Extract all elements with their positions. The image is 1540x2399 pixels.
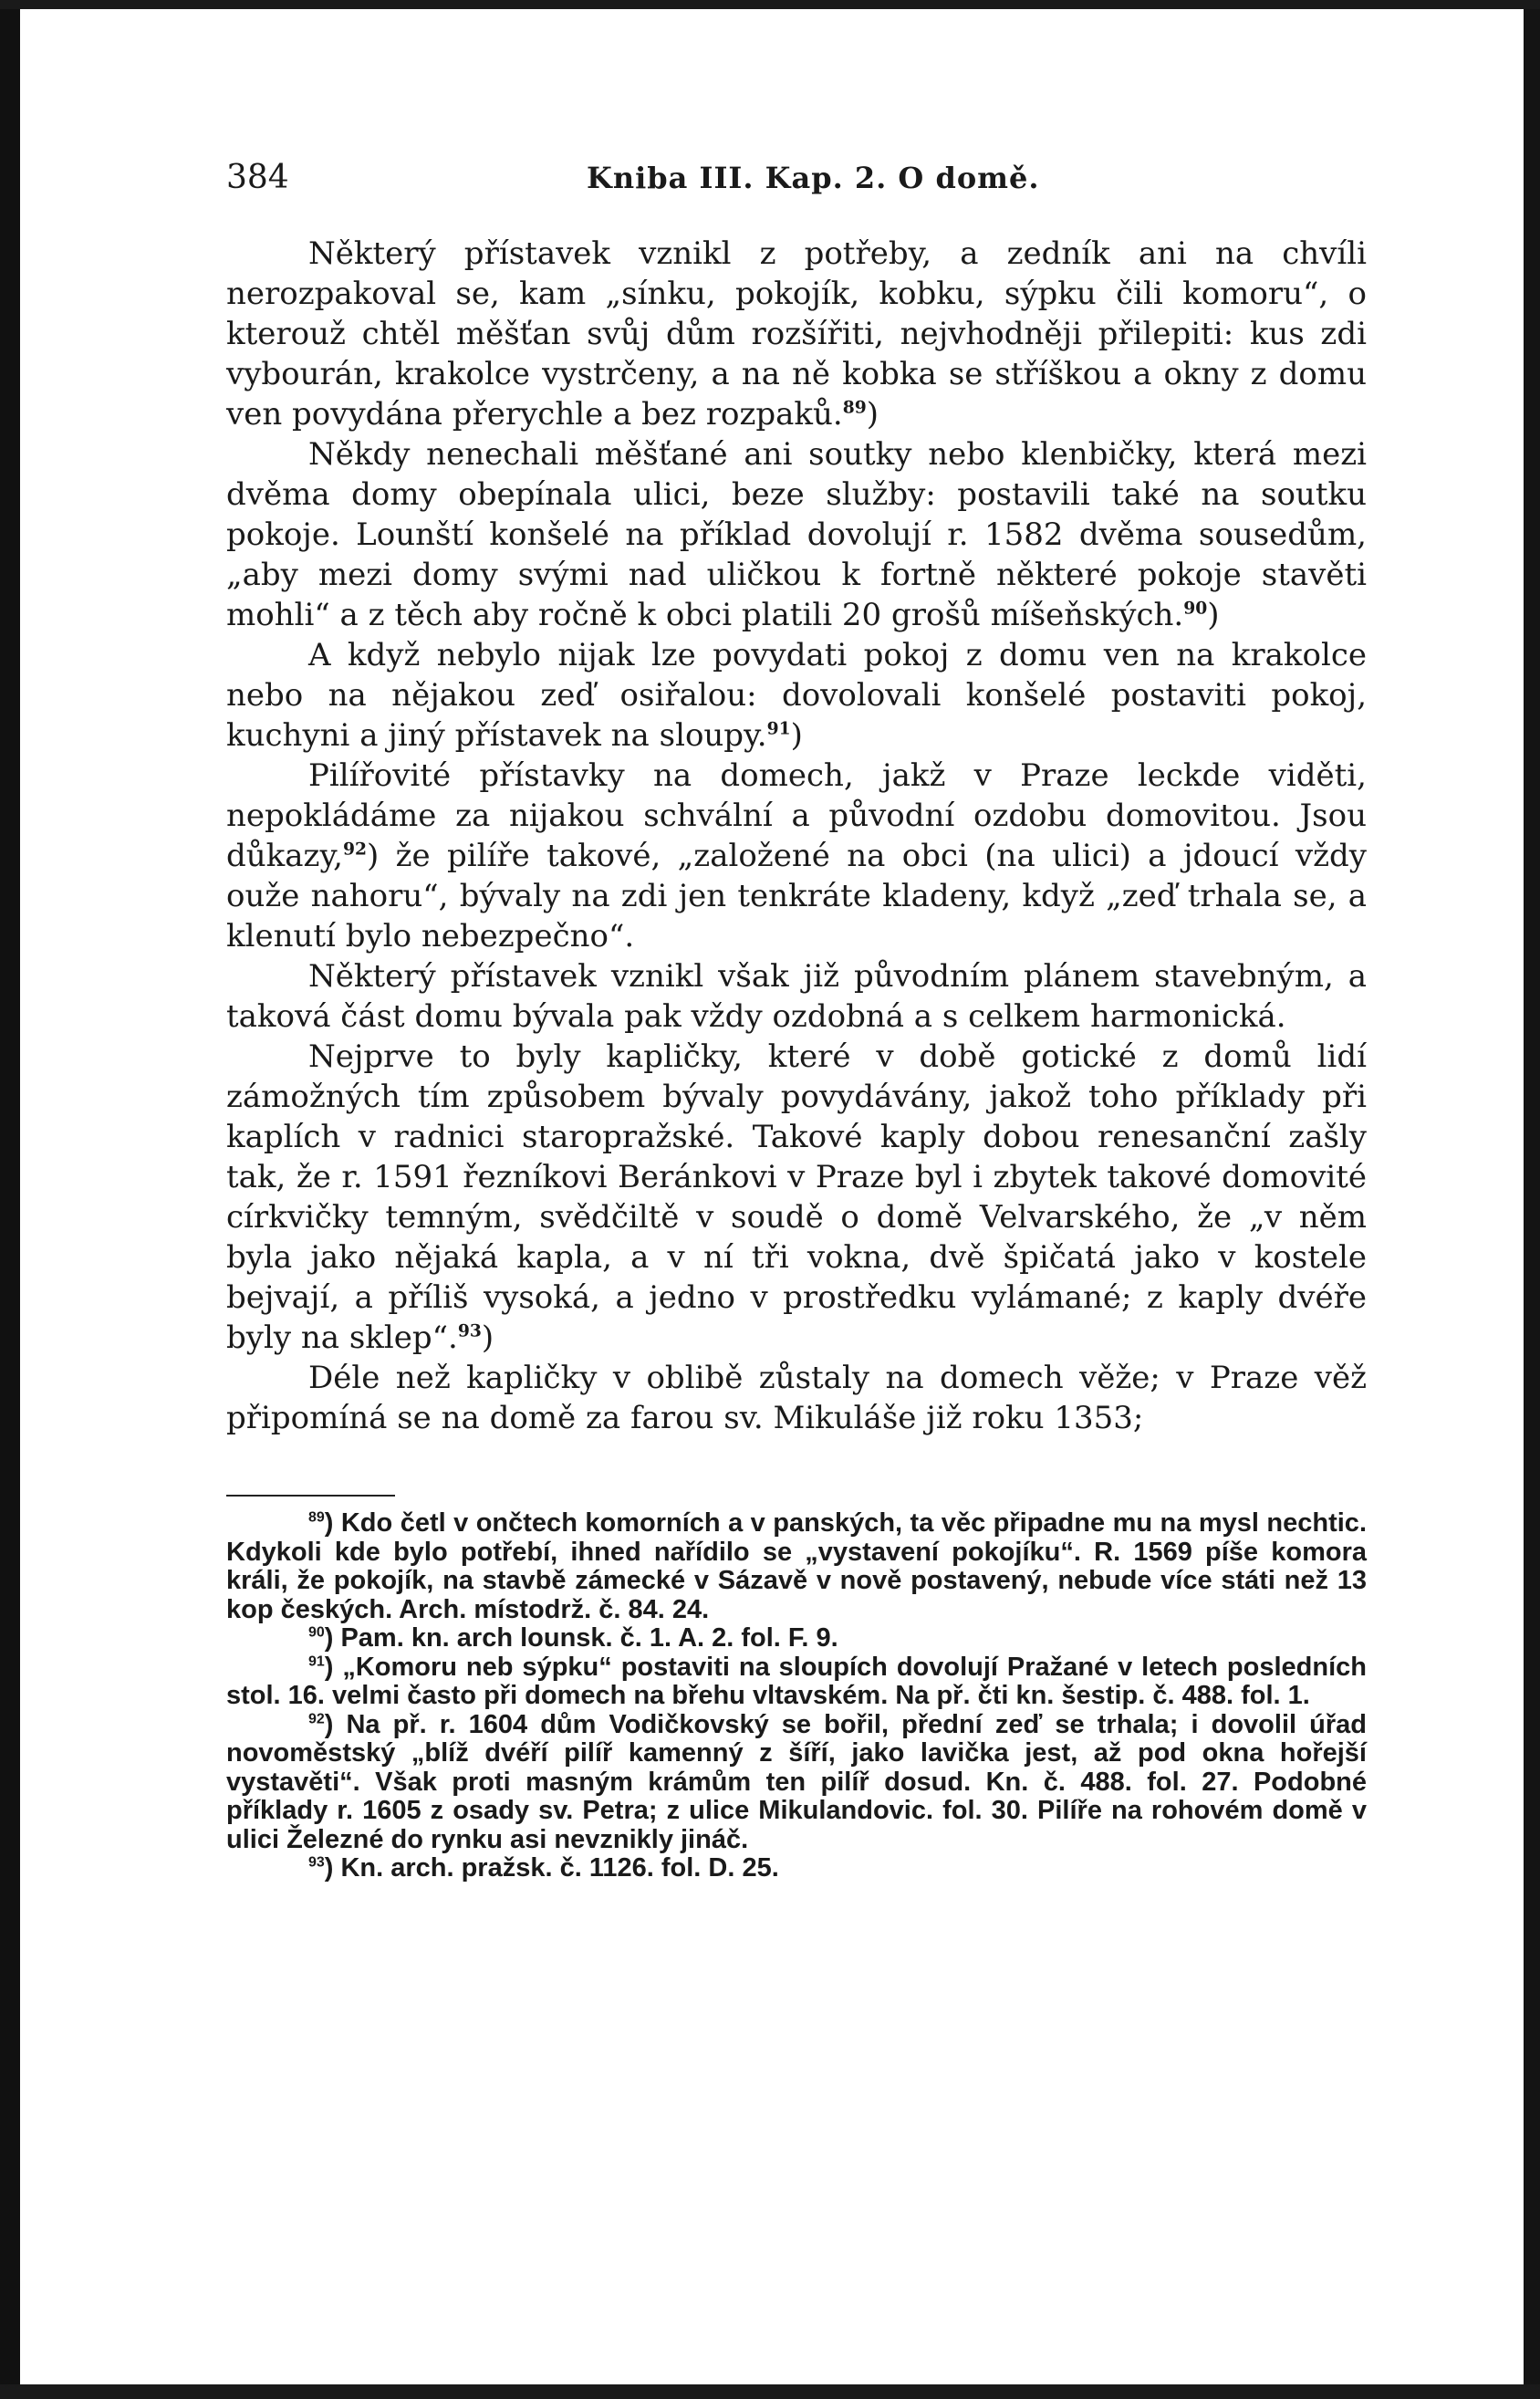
book-page: [226, 153, 1367, 1883]
footnote-mark: 90: [308, 1624, 325, 1641]
paragraph: Některý přístavek vznikl z potřeby, a zedník ani na chvíli nerozpakoval se, kam „sínku, pokojík, kobku, sýpku čili komoru“, o kterouž chtěl měšťan svůj dům rozšířiti, nejvhodněji přilepiti: kus zdi vybourán, krakolce vystrčeny, a na ně kobka se stříškou a okny z domu ven povydána přerychle a bez rozpaků.$^{89}$): [226, 235, 1367, 433]
footnote-ref[interactable]: 92: [342, 839, 367, 860]
scan-border-left: [0, 0, 20, 2399]
footnote-mark: 89: [308, 1509, 325, 1526]
footnote: $^{93}$) Kn. arch. pražsk. č. 1126. fol. D. 25.: [308, 1853, 779, 1883]
footnote-ref[interactable]: 93: [457, 1320, 482, 1341]
page-header: [226, 153, 1367, 208]
paragraph: Nejprve to byly kapličky, které v době gotické z domů lidí zámožných tím způsobem bývaly povydávány, jakož toho příklady při kaplích v radnici staropražské. Takové kaply dobou renesanční zašly tak, že r. 1591 řezníkovi Beránkovi v Praze byl i zbytek takové domovité církvičky temným, svědčiltě v soudě o domě Velvarského, že „v něm byla jako nějaká kapla, a v ní tři vokna, dvě špičatá jako v kostele bejvají, a příliš vysoká, a jedno v prostředku vylámané; z kaply dvéře byly na sklep“.$^{93}$): [226, 1038, 1367, 1356]
scan-border-bottom: [0, 2384, 1540, 2399]
body-text: [226, 234, 1367, 1438]
running-title: Kniba III. Kap. 2. O domě.: [587, 161, 1040, 195]
footnote-mark: 91: [308, 1653, 325, 1669]
paragraph: Pilířovité přístavky na domech, jakž v Praze leckde viděti, nepokládáme za nijakou schvální a původní ozdobu domovitou. Jsou důkazy,$^{92}$) že pilíře takové, „založené na obci (na ulici) a jdoucí vždy ouže nahoru“, bývaly na zdi jen tenkráte kladeny, když „zeď trhala se, a klenutí bylo nebezpečno“.: [226, 757, 1367, 954]
footnote-mark: 93: [308, 1854, 325, 1871]
footnote: $^{90}$) Pam. kn. arch lounsk. č. 1. A. 2. fol. F. 9.: [308, 1623, 838, 1653]
page-number: 384: [226, 159, 289, 196]
footnote-ref[interactable]: 91: [766, 718, 791, 739]
paragraph: Některý přístavek vznikl však již původním plánem stavebným, a taková část domu bývala pak vždy ozdobná a s celkem harmonická.: [226, 958, 1367, 1035]
paragraph: A když nebylo nijak lze povydati pokoj z domu ven na krakolce nebo na nějakou zeď osiřalou: dovolovali konšelé postaviti pokoj, kuchyni a jiný přístavek na sloupy.$^{91}$): [226, 637, 1367, 754]
footnote: $^{92}$) Na př. r. 1604 dům Vodičkovský se bořil, přední zeď se trhala; i dovolil úřad novoměstský „blíž dvéří pilíř kamenný z šíří, jako lavička jest, až pod okna hořejší vystavěti“. Však proti masným krámům ten pilíř dosud. Kn. č. 488. fol. 27. Podobné příklady r. 1605 z osady sv. Petra; z ulice Mikulandovic. fol. 30. Pilíře na rohovém domě v ulici Železné do rynku asi nevznikly jináč.: [226, 1709, 1367, 1854]
footnotes: [226, 1509, 1367, 1883]
scan-border-right: [1524, 0, 1540, 2399]
footnote: $^{91}$) „Komoru neb sýpku“ postaviti na sloupích dovolují Pražané v letech posledních stol. 16. velmi často při domech na břehu vltavském. Na př. čti kn. šestip. č. 488. fol. 1.: [226, 1652, 1367, 1710]
footnote-divider: [226, 1495, 395, 1497]
paragraph: Déle než kapličky v oblibě zůstaly na domech věže; v Praze věž připomíná se na domě za farou sv. Mikuláše již roku 1353;: [226, 1360, 1367, 1436]
footnote: $^{89}$) Kdo četl v ončtech komorních a v panských, ta věc připadne mu na mysl nechtic. Kdykoli kde bylo potřebí, ihned nařídilo se „vystavení pokojíku“. R. 1569 píše komora králi, že pokojík, na stavbě zámecké v Sázavě v nově postavený, nebude více státi než 13 kop českých. Arch. místodrž. č. 84. 24.: [226, 1508, 1367, 1624]
footnote-ref[interactable]: 90: [1183, 598, 1208, 619]
footnote-mark: 92: [308, 1710, 325, 1726]
footnote-ref[interactable]: 89: [842, 397, 867, 418]
paragraph: Někdy nenechali měšťané ani soutky nebo klenbičky, která mezi dvěma domy obepínala ulici, beze služby: postavili také na soutku pokoje. Lounští konšelé na příklad dovolují r. 1582 dvěma sousedům, „aby mezi domy svými nad uličkou k fortně některé pokoje stavěti mohli“ a z těch aby ročně k obci platili 20 grošů míšeňských.$^{90}$): [226, 436, 1367, 633]
scan-border-top: [0, 0, 1540, 9]
